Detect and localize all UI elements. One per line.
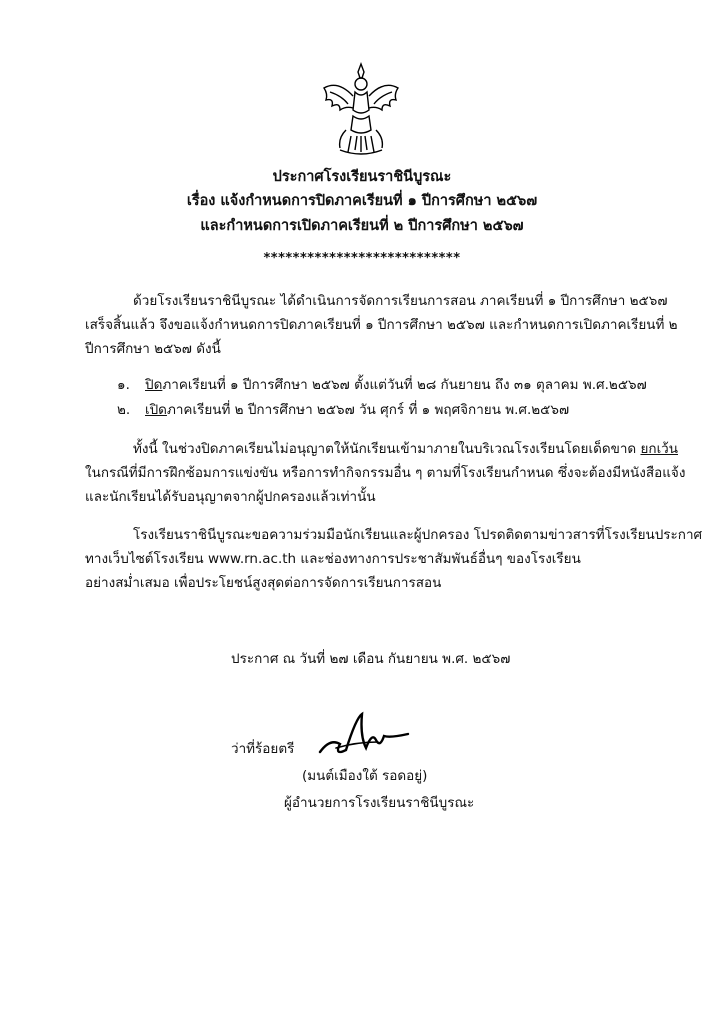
exception-keyword: ยกเว้น xyxy=(640,441,678,457)
notice-text: ทั้งนี้ ในช่วงปิดภาคเรียนไม่อนุญาตให้นักเรียนเข้ามาภายในบริเวณโรงเรียนโดยเด็ดขาด xyxy=(133,441,641,457)
intro-line: เสร็จสิ้นแล้ว จึงขอแจ้งกำหนดการปิดภาคเรียนที่ ๑ ปีการศึกษา ๒๕๖๗ และกำหนดการเปิดภาคเรียนที่ ๒ xyxy=(85,317,678,333)
schedule-keyword: เปิด xyxy=(145,402,167,418)
schedule-item-number: ๒. xyxy=(117,402,131,418)
schedule-text: ภาคเรียนที่ ๒ ปีการศึกษา ๒๕๖๗ วัน ศุกร์ ที่ ๑ พฤศจิกายน พ.ศ.๒๕๖๗ xyxy=(166,402,570,418)
intro-line: ด้วยโรงเรียนราชินีบูรณะ ได้ดำเนินการจัดการเรียนการสอน ภาคเรียนที่ ๑ ปีการศึกษา ๒๕๖๗ xyxy=(133,293,668,309)
signer-rank: ว่าที่ร้อยตรี xyxy=(231,741,295,757)
signer-name: (มนต์เมืองใต้ รอดอยู่) xyxy=(302,768,428,784)
announcement-title: ประกาศโรงเรียนราชินีบูรณะ xyxy=(272,169,452,185)
schedule-keyword: ปิด xyxy=(145,377,163,393)
intro-line: ปีการศึกษา ๒๕๖๗ ดังนี้ xyxy=(85,341,221,357)
cooperation-line: โรงเรียนราชินีบูรณะขอความร่วมมือนักเรียนและผู้ปกครอง โปรดติดตามข่าวสารที่โรงเรียนประกาศ xyxy=(133,527,703,543)
schedule-item-open xyxy=(117,398,647,422)
signature-scribble-icon xyxy=(316,708,411,763)
proclamation-date: ประกาศ ณ วันที่ ๒๗ เดือน กันยายน พ.ศ. ๒๕๖๗ xyxy=(231,651,511,667)
schedule-text: ภาคเรียนที่ ๑ ปีการศึกษา ๒๕๖๗ ตั้งแต่วันที่ ๒๘ กันยายน ถึง ๓๑ ตุลาคม พ.ศ.๒๕๖๗ xyxy=(162,377,647,393)
cooperation-paragraph xyxy=(85,523,703,595)
schedule-item-number: ๑. xyxy=(117,377,130,393)
separator: *************************** xyxy=(263,251,461,266)
notice-line xyxy=(85,437,678,461)
announcement-subject: เรื่อง แจ้งกำหนดการปิดภาคเรียนที่ ๑ ปีการศึกษา ๒๕๖๗ xyxy=(186,193,538,209)
signer-position: ผู้อำนวยการโรงเรียนราชินีบูรณะ xyxy=(284,795,475,811)
cooperation-line: ทางเว็บไซต์โรงเรียน www.rn.ac.th และช่องทางการประชาสัมพันธ์อื่นๆ ของโรงเรียน xyxy=(85,551,581,567)
notice-line: ในกรณีที่มีการฝึกซ้อมการแข่งขัน หรือการทำกิจกรรมอื่น ๆ ตามที่โรงเรียนกำหนด ซึ่งจะต้องมีหนังสือแจ้ง xyxy=(85,465,686,481)
schedule-item-close xyxy=(117,373,647,397)
notice-line: และนักเรียนได้รับอนุญาตจากผู้ปกครองแล้วเท่านั้น xyxy=(85,489,376,505)
intro-paragraph xyxy=(85,289,678,361)
announcement-subject-cont: และกำหนดการเปิดภาคเรียนที่ ๒ ปีการศึกษา ๒๕๖๗ xyxy=(200,218,524,234)
garuda-emblem-icon xyxy=(318,60,404,160)
notice-paragraph xyxy=(85,437,686,509)
cooperation-line: อย่างสม่ำเสมอ เพื่อประโยชน์สูงสุดต่อการจัดการเรียนการสอน xyxy=(85,575,442,591)
